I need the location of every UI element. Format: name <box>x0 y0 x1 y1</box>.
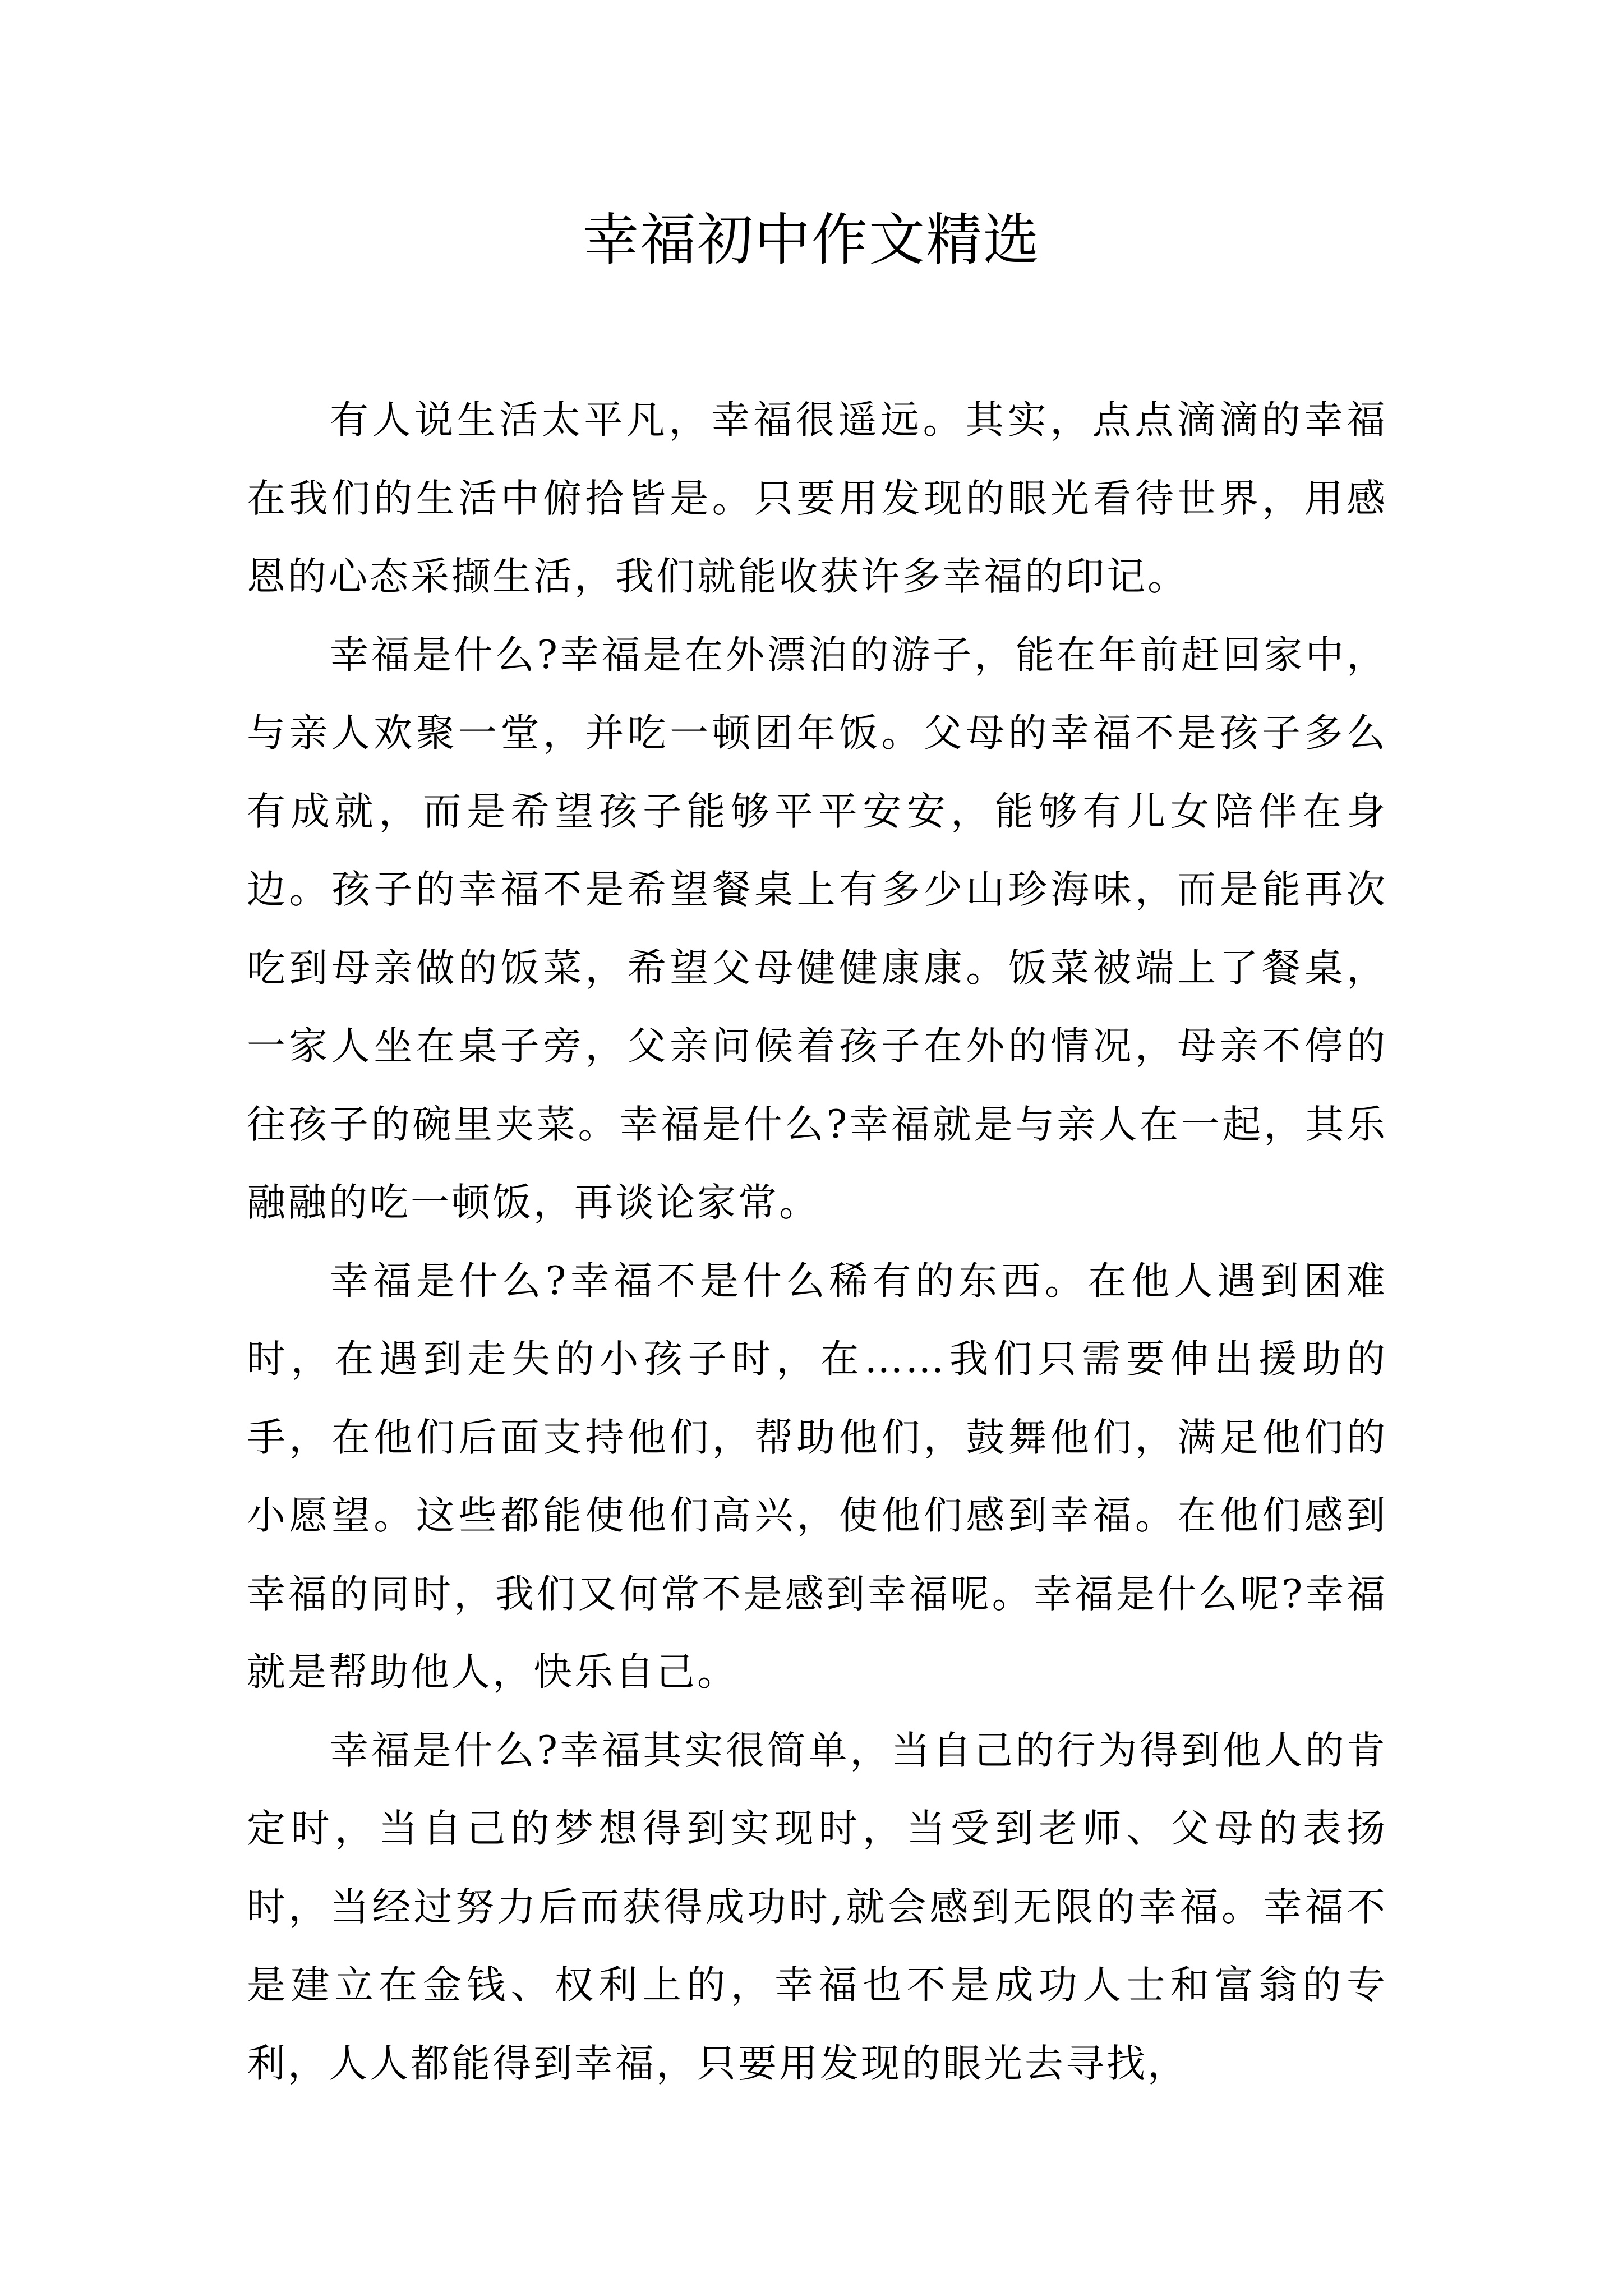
paragraph-4: 幸福是什么?幸福其实很简单，当自己的行为得到他人的肯定时，当自己的梦想得到实现时，当受到老师、父母的表扬时，当经过努力后而获得成功时,就会感到无限的幸福。幸福不是建立在金钱、权利上的，幸福也不是成功人士和富翁的专利，人人都能得到幸福，只要用发现的眼光去寻找， <box>247 1728 1387 2086</box>
paragraph-3: 幸福是什么?幸福不是什么稀有的东西。在他人遇到困难时，在遇到走失的小孩子时，在……我们只需要伸出援助的手，在他们后面支持他们，帮助他们，鼓舞他们，满足他们的小愿望。这些都能使他们高兴，使他们感到幸福。在他们感到幸福的同时，我们又何常不是感到幸福呢。幸福是什么呢?幸福就是帮助他人，快乐自己。 <box>247 1258 1387 1695</box>
paragraph-1: 有人说生活太平凡，幸福很遥远。其实，点点滴滴的幸福在我们的生活中俯拾皆是。只要用发现的眼光看待世界，用感恩的心态采撷生活，我们就能收获许多幸福的印记。 <box>247 398 1387 599</box>
page-title: 幸福初中作文精选 <box>583 207 1040 273</box>
paragraph-2: 幸福是什么?幸福是在外漂泊的游子，能在年前赶回家中，与亲人欢聚一堂，并吃一顿团年饭。父母的幸福不是孩子多么有成就，而是希望孩子能够平平安安，能够有儿女陪伴在身边。孩子的幸福不是希望餐桌上有多少山珍海味，而是能再次吃到母亲做的饭菜，希望父母健健康康。饭菜被端上了餐桌，一家人坐在桌子旁，父亲问候着孩子在外的情况，母亲不停的往孩子的碗里夹菜。幸福是什么?幸福就是与亲人在一起，其乐融融的吃一顿饭，再谈论家常。 <box>247 632 1387 1225</box>
essay-body <box>247 381 1387 2103</box>
